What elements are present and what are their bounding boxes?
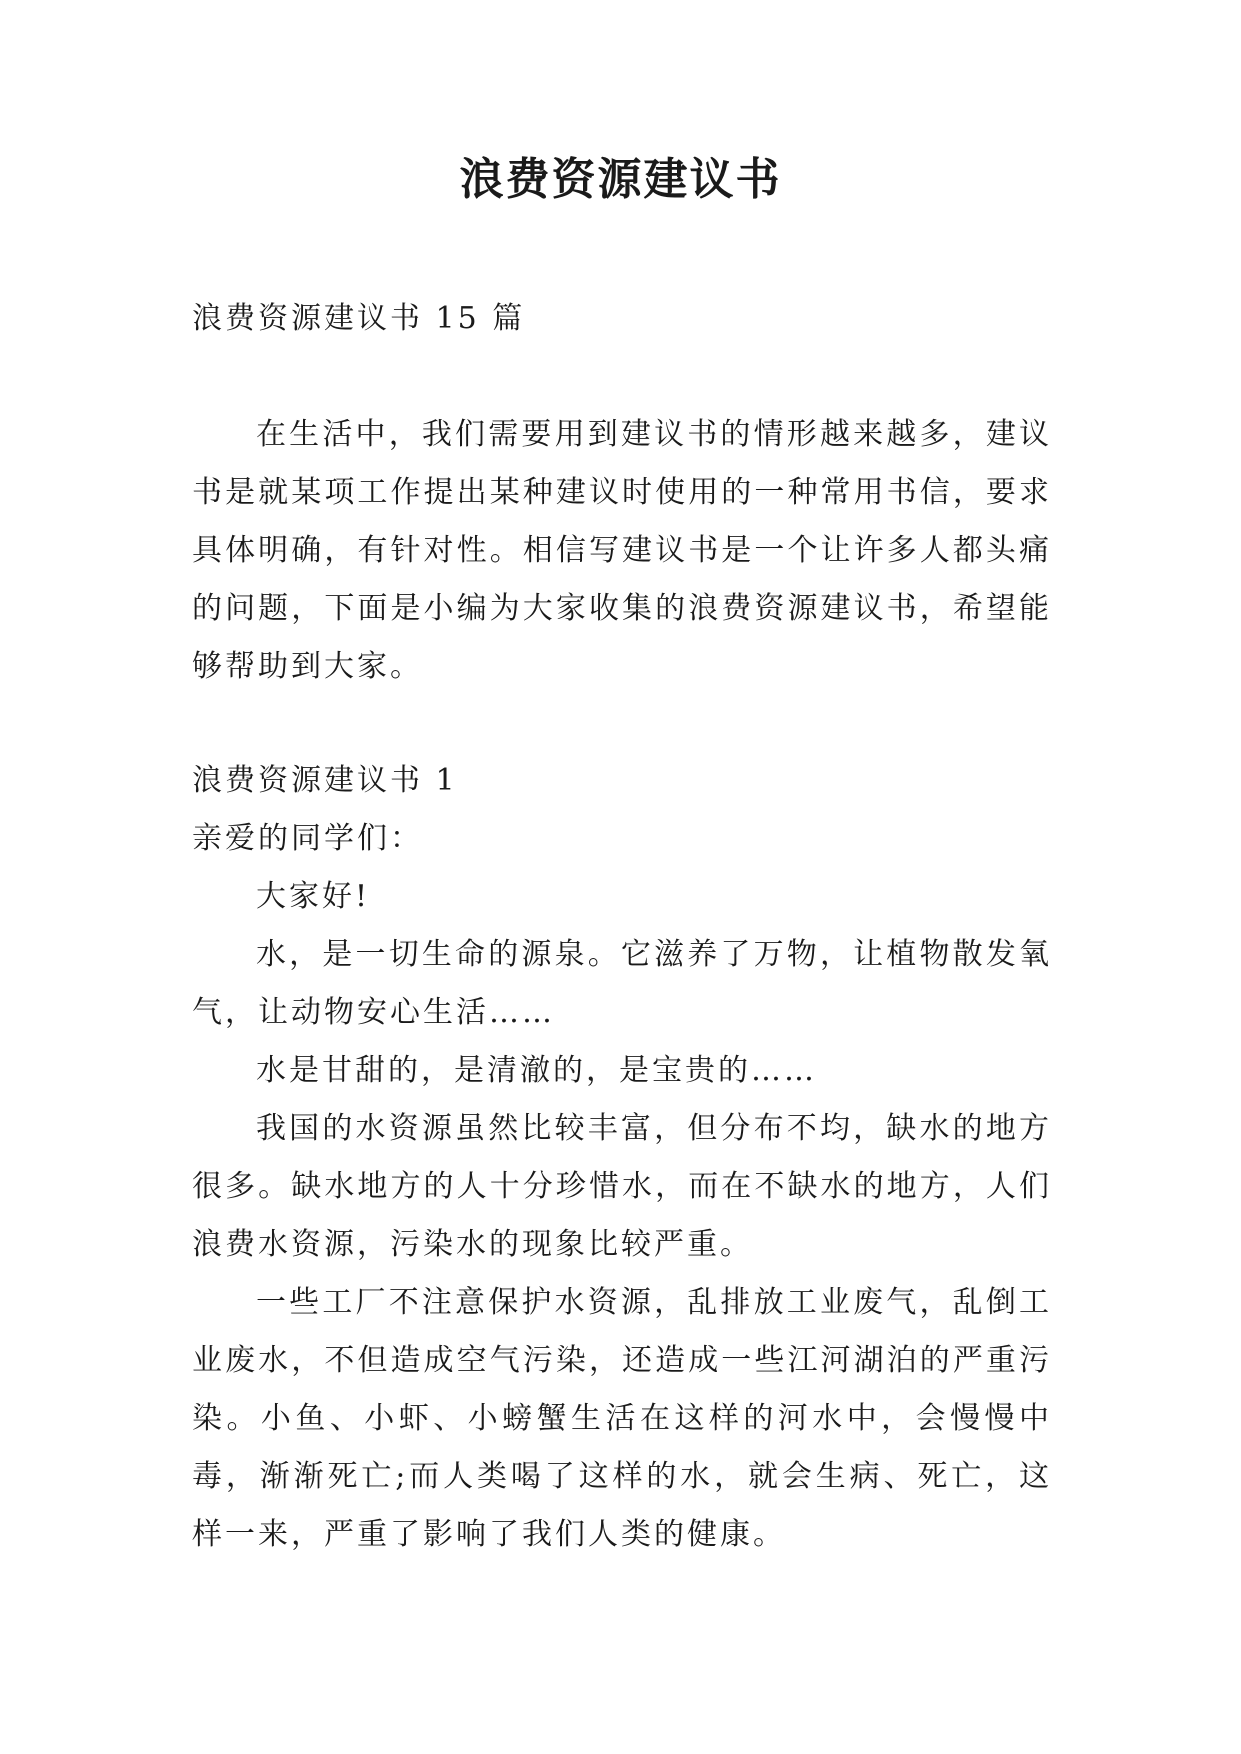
document-subtitle: 浪费资源建议书 15 篇: [192, 301, 526, 336]
salutation: 亲爱的同学们：: [192, 821, 423, 856]
body-paragraph: 我国的水资源虽然比较丰富，但分布不均，缺水的地方很多。缺水地方的人十分珍惜水，而在不缺水的地方，人们浪费水资源，污染水的现象比较严重。: [192, 1111, 1052, 1262]
body-paragraph: 大家好!: [256, 879, 371, 914]
document-body: [192, 290, 1052, 1564]
spacer: [192, 696, 1052, 752]
spacer: [192, 348, 1052, 406]
intro-paragraph: 在生活中，我们需要用到建议书的情形越来越多，建议书是就某项工作提出某种建议时使用的一种常用书信，要求具体明确，有针对性。相信写建议书是一个让许多人都头痛的问题，下面是小编为大家收集的浪费资源建议书，希望能够帮助到大家。: [192, 417, 1052, 684]
body-paragraph: 一些工厂不注意保护水资源，乱排放工业废气，乱倒工业废水，不但造成空气污染，还造成一些江河湖泊的严重污染。小鱼、小虾、小螃蟹生活在这样的河水中，会慢慢中毒，渐渐死亡;而人类喝了这样的水，就会生病、死亡，这样一来，严重了影响了我们人类的健康。: [192, 1285, 1052, 1552]
document-title: 浪费资源建议书: [459, 154, 782, 205]
section-title: 浪费资源建议书 1: [192, 763, 458, 798]
body-paragraph: 水，是一切生命的源泉。它滋养了万物，让植物散发氧气，让动物安心生活……: [192, 937, 1052, 1030]
body-paragraph: 水是甘甜的，是清澈的，是宝贵的……: [256, 1053, 817, 1088]
